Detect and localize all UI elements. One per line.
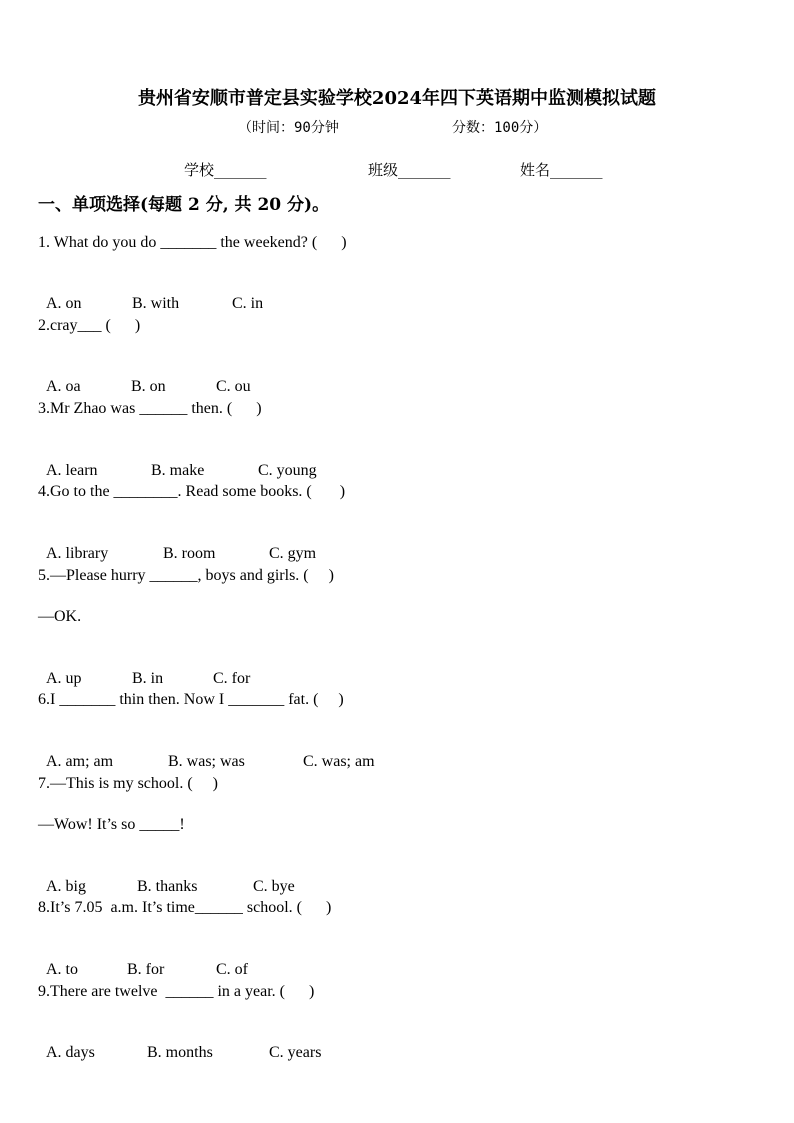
section-heading: 一、单项选择(每题 2 分, 共 20 分)。: [38, 195, 330, 215]
question-7-options: [38, 857, 295, 897]
option-c: C. ou: [216, 378, 251, 395]
option-b: B. in: [132, 670, 164, 687]
question-5-stem: 5.—Please hurry ______, boys and girls. ( ): [38, 567, 334, 584]
question-7-stem: 7.—This is my school. ( ): [38, 775, 218, 792]
option-c: C. bye: [253, 878, 295, 895]
question-1-options: [38, 274, 263, 314]
option-a: A. oa: [46, 378, 81, 395]
question-1-stem: 1. What do you do _______ the weekend? ( ): [38, 234, 347, 251]
option-a: A. library: [46, 545, 109, 562]
question-5-options: [38, 649, 250, 689]
question-2-options: [38, 357, 251, 397]
option-b: B. for: [127, 961, 165, 978]
question-3-options: [38, 441, 317, 481]
option-a: A. days: [46, 1044, 95, 1061]
question-4-options: [38, 524, 316, 564]
question-3-stem: 3.Mr Zhao was ______ then. ( ): [38, 400, 262, 417]
option-a: A. learn: [46, 462, 98, 479]
name-field: 姓名_______: [520, 161, 603, 179]
question-2-stem: 2.cray___ ( ): [38, 317, 141, 334]
class-field: 班级_______: [368, 161, 451, 179]
question-9-options: [38, 1023, 321, 1063]
option-b: B. room: [163, 545, 216, 562]
exam-time: （时间：90分钟: [238, 120, 339, 136]
option-b: B. months: [147, 1044, 213, 1061]
option-c: C. in: [232, 295, 264, 312]
school-field: 学校_______: [184, 161, 267, 179]
option-a: A. big: [46, 878, 86, 895]
option-a: A. to: [46, 961, 78, 978]
option-c: C. gym: [269, 545, 317, 562]
exam-title: 贵州省安顺市普定县实验学校2024年四下英语期中监测模拟试题: [137, 88, 657, 109]
option-c: C. was; am: [303, 753, 375, 770]
option-c: C. of: [216, 961, 248, 978]
option-c: C. young: [258, 462, 317, 479]
option-c: C. for: [213, 670, 251, 687]
option-b: B. make: [151, 462, 205, 479]
question-9-stem: 9.There are twelve ______ in a year. ( ): [38, 983, 315, 1000]
question-6-options: [38, 732, 375, 772]
option-c: C. years: [269, 1044, 322, 1061]
option-a: A. am; am: [46, 753, 114, 770]
option-b: B. thanks: [137, 878, 198, 895]
option-a: A. up: [46, 670, 82, 687]
option-a: A. on: [46, 295, 82, 312]
question-4-stem: 4.Go to the ________. Read some books. ( ): [38, 483, 346, 500]
exam-score: 分数：100分）: [452, 120, 548, 136]
question-6-stem: 6.I _______ thin then. Now I _______ fat. ( ): [38, 691, 344, 708]
option-b: B. on: [131, 378, 166, 395]
option-b: B. was; was: [168, 753, 245, 770]
question-8-options: [38, 940, 248, 980]
option-b: B. with: [132, 295, 180, 312]
question-7-reply: —Wow! It’s so _____!: [38, 816, 185, 833]
question-5-reply: —OK.: [38, 608, 82, 625]
question-8-stem: 8.It’s 7.05 a.m. It’s time______ school. ( ): [38, 899, 332, 916]
